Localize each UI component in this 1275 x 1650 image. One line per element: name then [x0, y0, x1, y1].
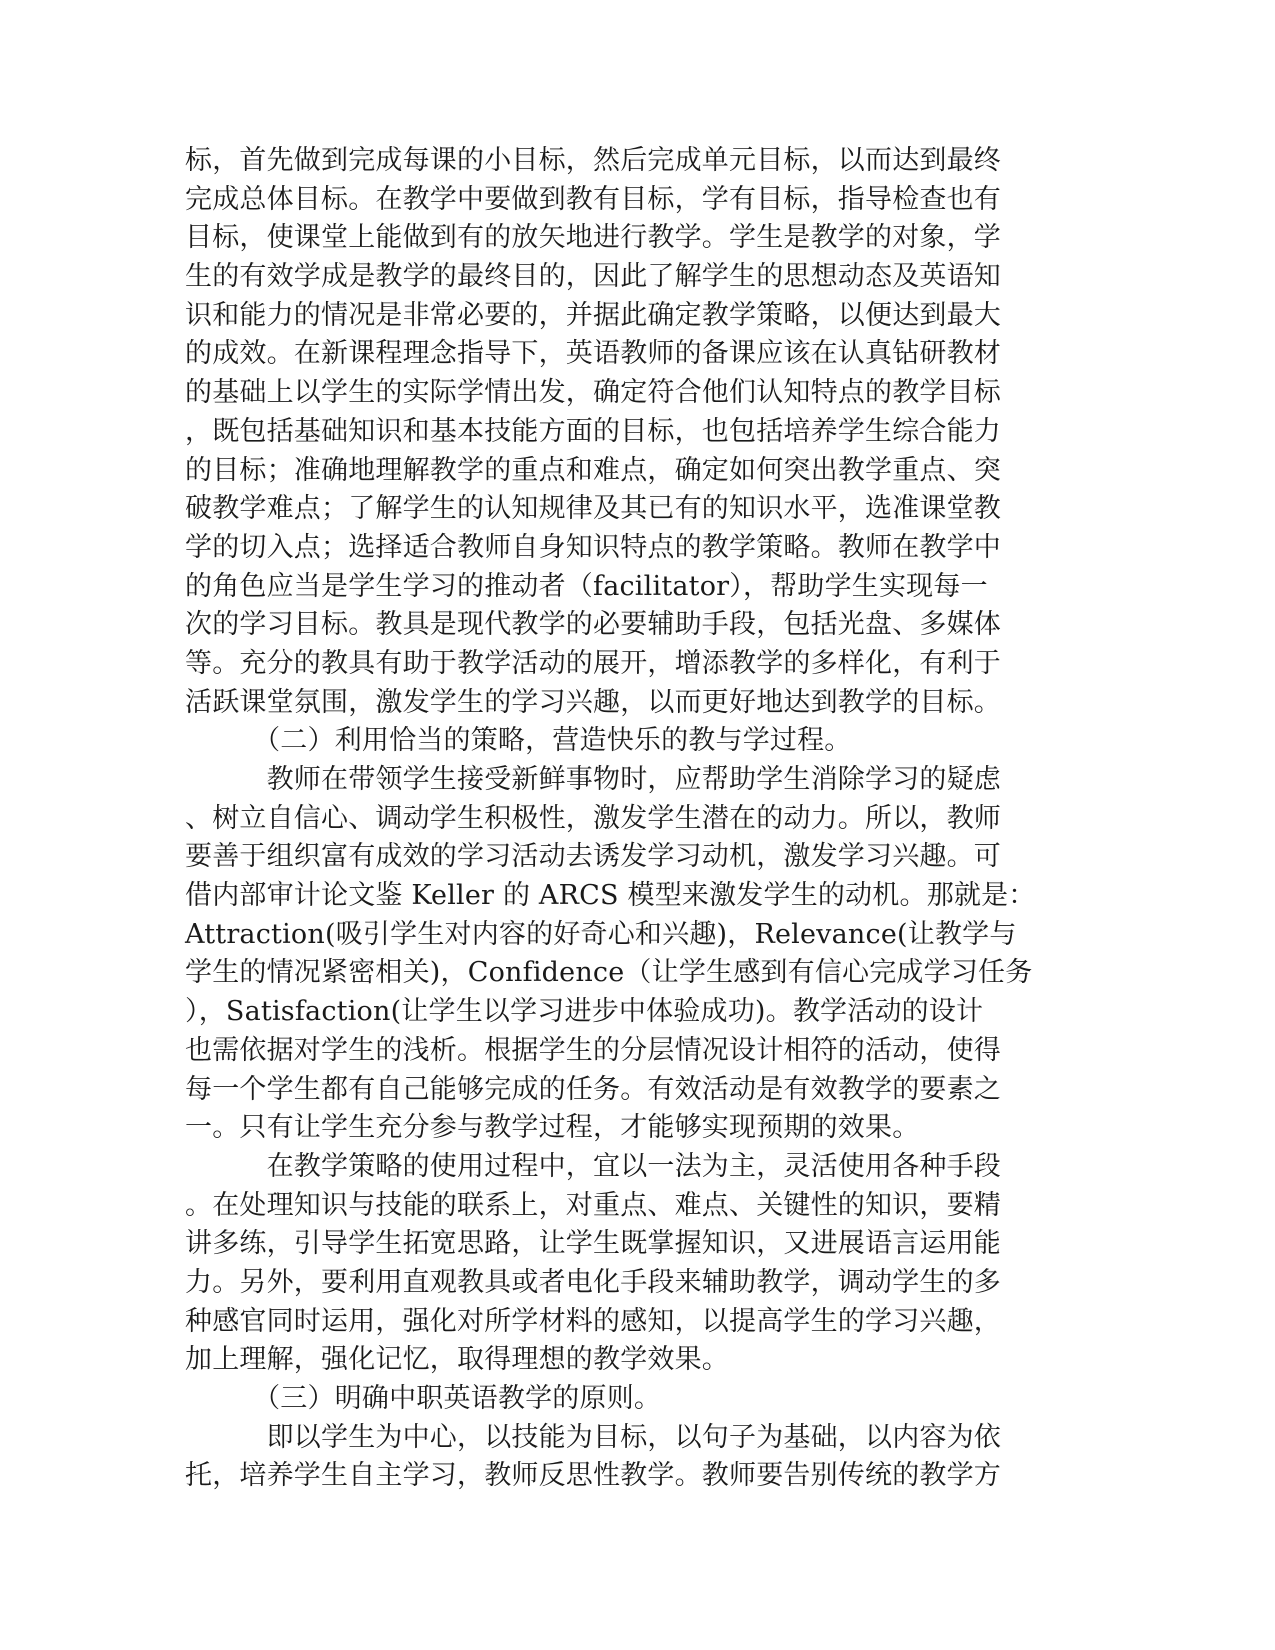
- text-line: 活跃课堂氛围，激发学生的学习兴趣，以而更好地达到教学的目标。: [185, 686, 1001, 718]
- text-line: 讲多练，引导学生拓宽思路，让学生既掌握知识，又进展语言运用能: [185, 1228, 1001, 1260]
- text-line: 借内部审计论文鉴 Keller 的 ARCS 模型来激发学生的动机。那就是：: [185, 880, 1036, 912]
- text-line: 在教学策略的使用过程中，宜以一法为主，灵活使用各种手段: [185, 1150, 1001, 1182]
- text-line: 识和能力的情况是非常必要的，并据此确定教学策略，以便达到最大: [185, 299, 1001, 331]
- text-line: ），Satisfaction(让学生以学习进步中体验成功)。教学活动的设计: [185, 996, 984, 1028]
- text-line: 、树立自信心、调动学生积极性，激发学生潜在的动力。所以，教师: [185, 802, 1001, 834]
- text-line: 次的学习目标。教具是现代教学的必要辅助手段，包括光盘、多媒体: [185, 609, 1001, 641]
- text-line: 的成效。在新课程理念指导下，英语教师的备课应该在认真钻研教材: [185, 338, 1001, 370]
- text-line: 托，培养学生自主学习，教师反思性教学。教师要告别传统的教学方: [185, 1460, 1001, 1492]
- text-line: 破教学难点；了解学生的认知规律及其已有的知识水平，选准课堂教: [185, 493, 1001, 525]
- text-line: ，既包括基础知识和基本技能方面的目标，也包括培养学生综合能力: [185, 415, 1001, 447]
- text-line: 完成总体目标。在教学中要做到教有目标，学有目标，指导检查也有: [185, 183, 1001, 215]
- text-line: 学的切入点；选择适合教师自身知识特点的教学策略。教师在教学中: [185, 531, 1001, 563]
- text-line: 生的有效学成是教学的最终目的，因此了解学生的思想动态及英语知: [185, 261, 1001, 293]
- text-line: 加上理解，强化记忆，取得理想的教学效果。: [185, 1344, 729, 1376]
- text-line: 学生的情况紧密相关)，Confidence（让学生感到有信心完成学习任务: [185, 957, 1033, 989]
- text-line: 的角色应当是学生学习的推动者（facilitator），帮助学生实现每一: [185, 570, 988, 602]
- text-line: 目标，使课堂上能做到有的放矢地进行教学。学生是教学的对象，学: [185, 222, 1001, 254]
- text-line: 标，首先做到完成每课的小目标，然后完成单元目标，以而达到最终: [185, 145, 1001, 176]
- text-line: 的基础上以学生的实际学情出发，确定符合他们认知特点的教学目标: [185, 377, 1001, 409]
- text-line: 等。充分的教具有助于教学活动的展开，增添教学的多样化，有利于: [185, 647, 1001, 679]
- text-line: 力。另外，要利用直观教具或者电化手段来辅助教学，调动学生的多: [185, 1266, 1001, 1298]
- text-line: 教师在带领学生接受新鲜事物时，应帮助学生消除学习的疑虑: [185, 764, 1001, 795]
- text-line: 也需依据对学生的浅析。根据学生的分层情况设计相符的活动，使得: [185, 1034, 1001, 1066]
- section-heading: （二）利用恰当的策略，营造快乐的教与学过程。: [185, 725, 852, 757]
- text-line: 即以学生为中心，以技能为目标，以句子为基础，以内容为依: [185, 1421, 1001, 1453]
- text-line: 的目标；准确地理解教学的重点和难点，确定如何突出教学重点、突: [185, 454, 1001, 486]
- text-line: 一。只有让学生充分参与教学过程，才能够实现预期的效果。: [185, 1112, 920, 1144]
- text-line: 要善于组织富有成效的学习活动去诱发学习动机，激发学习兴趣。可: [185, 841, 1001, 873]
- section-heading: （三）明确中职英语教学的原则。: [185, 1383, 662, 1414]
- text-line: 每一个学生都有自己能够完成的任务。有效活动是有效教学的要素之: [185, 1073, 1001, 1105]
- text-line: 种感官同时运用，强化对所学材料的感知，以提高学生的学习兴趣，: [185, 1305, 1001, 1337]
- text-line: Attraction(吸引学生对内容的好奇心和兴趣)，Relevance(让教学与: [185, 918, 1017, 950]
- text-line: 。在处理知识与技能的联系上，对重点、难点、关键性的知识，要精: [185, 1189, 1001, 1221]
- document-body: [185, 142, 1065, 1496]
